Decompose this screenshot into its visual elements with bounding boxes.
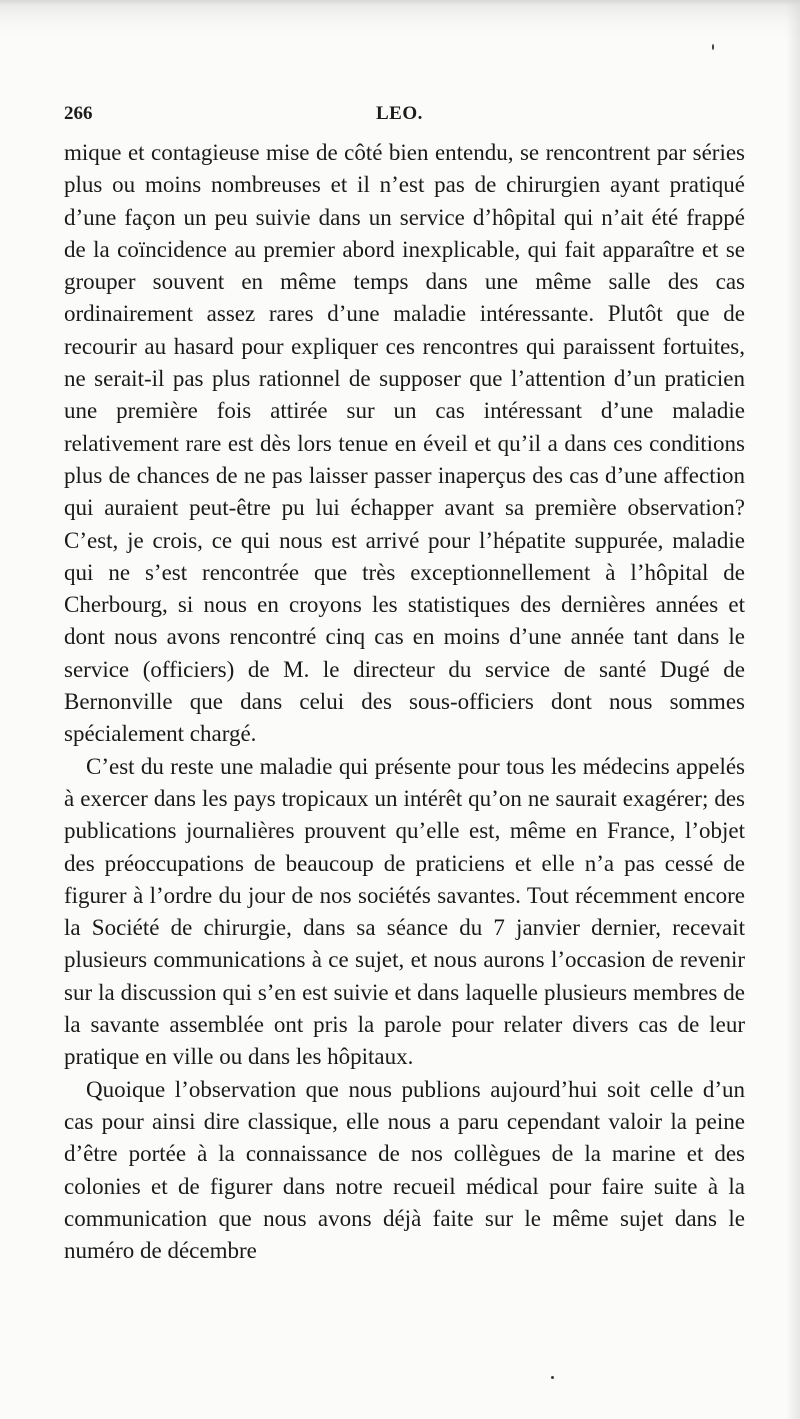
body-text (64, 137, 745, 1267)
paragraph-2: C’est du reste une maladie qui présente pour tous les médecins appelés à exercer dans les pays tropicaux un intérêt qu’on ne saurait exagérer; des publications journalières prouvent qu’elle est, même en France, l’objet des préoccupations de beaucoup de praticiens et elle n’a pas cessé de figurer à l’ordre du jour de nos sociétés savantes. Tout récemment encore la Société de chirurgie, dans sa séance du 7 janvier dernier, recevait plusieurs communications à ce sujet, et nous aurons l’occasion de revenir sur la discussion qui s’en est suivie et dans laquelle plusieurs membres de la savante assemblée ont pris la parole pour relater divers cas de leur pratique en ville ou dans les hôpitaux. (64, 753, 745, 1070)
running-head: LEO. (376, 103, 423, 124)
paragraph-1: mique et contagieuse mise de côté bien entendu, se rencontrent par séries plus ou moins nombreuses et il n’est pas de chirurgien ayant pratiqué d’une façon un peu suivie dans un service d’hôpital qui n’ait été frappé de la coïncidence au premier abord inexplicable, qui fait apparaître et se grouper souvent en même temps dans une même salle des cas ordinairement assez rares d’une maladie intéressante. Plutôt que de recourir au hasard pour expliquer ces rencontres qui paraissent fortuites, ne serait-il pas plus rationnel de supposer que l’attention d’un praticien une première fois attirée sur un cas intéressant d’une maladie relativement rare est dès lors tenue en éveil et qu’il a dans ces conditions plus de chances de ne pas laisser passer inaperçus des cas d’une affection qui auraient peut-être pu lui échapper avant sa première observation? C’est, je crois, ce qui nous est arrivé pour l’hépatite suppurée, maladie qui ne s’est rencontrée que très exceptionnellement à l’hôpital de Cherbourg, si nous en croyons les statistiques des dernières années et dont nous avons rencontré cinq cas en moins d’une année tant dans le service (officiers) de M. le directeur du service de santé Dugé de Bernonville que dans celui des sous-officiers dont nous sommes spécialement chargé. (64, 140, 745, 747)
ink-speck (551, 1376, 554, 1379)
page-edge-shadow (786, 0, 800, 1419)
page-header (64, 103, 744, 133)
page-number: 266 (64, 103, 93, 124)
paragraph-3: Quoique l’observation que nous publions aujourd’hui soit celle d’un cas pour ainsi dire classique, elle nous a paru cependant valoir la peine d’être portée à la connaissance de nos collègues de la marine et des colonies et de figurer dans notre recueil médical pour faire suite à la communication que nous avons déjà faite sur le même sujet dans le numéro de décembre (64, 1076, 745, 1264)
ink-speck (712, 44, 714, 50)
